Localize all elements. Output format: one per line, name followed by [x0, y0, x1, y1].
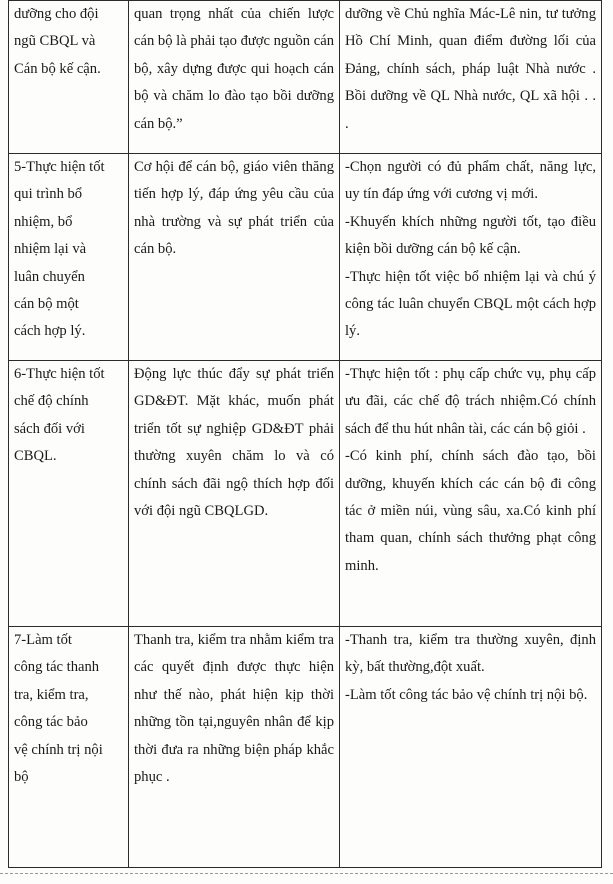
measures-cell: -Thực hiện tốt : phụ cấp chức vụ, phụ cấp ưu đãi, các chế độ trách nhiệm.Có chính sách để thu hút nhân tài, các cán bộ giỏi . -Có kinh phí, chính sách đào tạo, bồi dưỡng, khuyến khích các cán bộ đi công tác ở miền núi, vùng sâu, xa.Có kinh phí tham quan, chính sách thưởng phạt công minh. — [340, 361, 602, 627]
rationale-cell: quan trọng nhất của chiến lược cán bộ là phải tạo được nguồn cán bộ, xây dựng được qui hoạch cán bộ và chăm lo đào tạo bồi dưỡng cán bộ.” — [129, 1, 340, 154]
rationale-cell: Cơ hội để cán bộ, giáo viên thăng tiến hợp lý, đáp ứng yêu cầu của nhà trường và sự phát triển của cán bộ. — [129, 154, 340, 361]
measures-cell: -Chọn người có đủ phẩm chất, năng lực, uy tín đáp ứng với cương vị mới. -Khuyến khích những người tốt, tạo điều kiện bồi dưỡng cán bộ kế cận. -Thực hiện tốt việc bổ nhiệm lại và chú ý công tác luân chuyển CBQL một cách hợp lý. — [340, 154, 602, 361]
rationale-cell: Động lực thúc đẩy sự phát triển GD&ĐT. Mặt khác, muốn phát triển tốt sự nghiệp GD&ĐT phải thường xuyên chăm lo và có chính sách đãi ngộ thích hợp đối với đội ngũ CBQLGD. — [129, 361, 340, 627]
table-row — [9, 154, 602, 361]
solution-cell: 5-Thực hiện tốt qui trình bổ nhiệm, bổ nhiệm lại và luân chuyển cán bộ một cách hợp lý. — [9, 154, 129, 361]
solutions-table — [8, 0, 602, 868]
measures-cell: dưỡng về Chủ nghĩa Mác-Lê nin, tư tưởng Hồ Chí Minh, quan điểm đường lối của Đảng, chính sách, pháp luật Nhà nước . Bồi dưỡng về QL Nhà nước, QL xã hội . . . — [340, 1, 602, 154]
measures-cell: -Thanh tra, kiểm tra thường xuyên, định kỳ, bất thường,đột xuất. -Làm tốt công tác bảo vệ chính trị nội bộ. — [340, 627, 602, 868]
scan-dashed-line — [0, 873, 613, 876]
solution-cell: 7-Làm tốt công tác thanh tra, kiểm tra, công tác bảo vệ chính trị nội bộ — [9, 627, 129, 868]
table-row — [9, 361, 602, 627]
solution-cell: dưỡng cho đội ngũ CBQL và Cán bộ kế cận. — [9, 1, 129, 154]
rationale-cell: Thanh tra, kiểm tra nhằm kiểm tra các quyết định được thực hiện như thế nào, phát hiện kịp thời những tồn tại,nguyên nhân để kịp thời đưa ra những biện pháp khắc phục . — [129, 627, 340, 868]
solution-cell: 6-Thực hiện tốt chế độ chính sách đối với CBQL. — [9, 361, 129, 627]
table-row — [9, 1, 602, 154]
table-row — [9, 627, 602, 868]
